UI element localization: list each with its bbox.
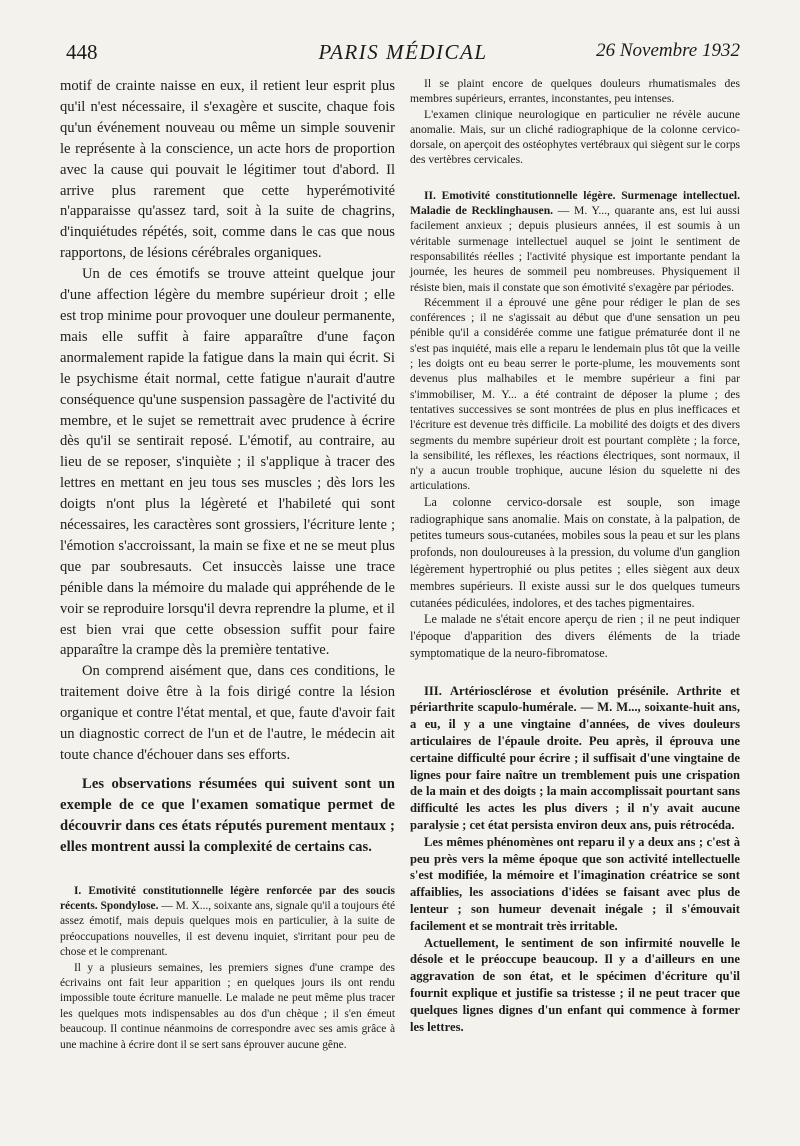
observation-1: [60, 884, 395, 961]
section-text: — M. X..., soixante ans, signale qu'il a toujours été assez émotif, mais depuis quelques mois en particulier, à la suite de préoccupations nouvelles, il est devenu inquiet, s'irritant pour peu de chose et le comprenant.: [60, 899, 396, 959]
issue-date: 26 Novembre 1932: [596, 40, 740, 61]
section-text: — M. M..., soixante-huit ans, a eu, il y a une vingtaine d'années, de vives douleurs articulaires de l'épaule droite. Peu après, il éprouva une certaine difficulté pour écrire ; il suffisait d'une vingtaine de lignes pour faire naître un tremblement puis une crispation de la main et des doigts ; la main accomplissait pourtant sans difficulté les actes les plus divers ; il n'y avait aucune paralysie ; cet état persista environ deux ans, puis rétrocéda.: [410, 700, 740, 833]
paragraph: Actuellement, le sentiment de son infirmité nouvelle le désole et le préoccupe beaucoup. Il y a d'ailleurs en une aggravation de son état, et le spécimen d'écriture qu'il fournit explique et justifie sa tristesse ; il ne peut tracer que quelques lignes dignes d'un enfant qui commence à former les lettres.: [410, 935, 740, 1034]
observation-2: [410, 188, 740, 295]
section-heading: III. Artériosclérose et évolution présénile. Arthrite et périarthrite scapulo-humérale.: [410, 683, 740, 715]
left-column: [60, 76, 395, 1053]
paragraph: motif de crainte naisse en eux, il retient leur esprit plus qu'il n'est nécessaire, il s'exagère et suscite, chaque fois qu'un événement nouveau ou même un simple souvenir le représente à la conscience, un acte hors de proportion avec la cause qui pouvait le légitimer tout d'abord. Il arrive plus rarement que cette hyperémotivité n'apparaisse qu'assez tard, soit à la suite de chagrins, d'inquiétudes répétés, soit, comme dans le cas que nous rapportons, de lésions cérébrales organiques.: [60, 78, 395, 262]
section-text: — M. Y..., quarante ans, est lui aussi facilement anxieux ; depuis plusieurs années, il est soumis à un véritable surmenage intellectuel auquel se joint le sentiment de responsabilités réelles ; l'activité physique est importante pendant la journée, les heures de sommeil peu nombreuses. Physiquement il résiste bien, mais il constate que son émotivité s'exagère par périodes.: [410, 204, 740, 294]
paragraph: On comprend aisément que, dans ces conditions, le traitement doive être à la fois dirigé contre la lésion organique et contre l'état mental, et que, faute d'avoir fait un diagnostic correct de l'un et de l'autre, le médecin ait toute chance d'échouer dans ses efforts.: [60, 663, 395, 763]
paragraph: Récemment il a éprouvé une gêne pour rédiger le plan de ses conférences ; il ne s'agissait au début que d'une sensation un peu pénible qu'il a considérée comme une fatigue prématurée dont il ne s'est pas inquiété, mais elle a reparu le lendemain plus tôt que la veille ; les doigts ont eu beau serrer le porte-plume, les mouvements sont devenus plus malhabiles et le membre supérieur a fini par s'immobiliser, M. Y... a été contraint de déposer la plume ; des tentatives successives se sont montrées de plus en plus inefficaces et l'écriture est devenue très difficile. La mobilité des doigts et des divers segments du membre supérieur droit est pourtant complète ; la force, la sensibilité, les réflexes, les réactions électriques, sont normaux, il n'y a aucun trouble trophique, aucune lésion du squelette ni des articulations.: [410, 295, 740, 493]
paragraph: Le malade ne s'était encore aperçu de rien ; il ne peut indiquer l'époque d'apparition des divers éléments de la triade symptomatique de la neuro-fibromatose.: [410, 612, 740, 660]
observation-3: [410, 683, 740, 834]
paragraph: Les observations résumées qui suivent sont un exemple de ce que l'examen somatique permet de découvrir dans ces états réputés purement mentaux ; elles montrent aussi la complexité de certains cas.: [60, 775, 395, 855]
paragraph: Il se plaint encore de quelques douleurs rhumatismales des membres supérieurs, errantes, inconstantes, peu intenses.: [410, 77, 740, 106]
paragraph: L'examen clinique neurologique en particulier ne révèle aucune anomalie. Mais, sur un cliché radiographique de la colonne cervico-dorsale, on aperçoit des ostéophytes vertébraux qui siègent sur le corps des vertèbres cervicales.: [410, 107, 740, 167]
section-heading: II. Emotivité constitutionnelle légère. Surmenage intellectuel. Maladie de Recklinghausen.: [410, 188, 740, 218]
paragraph: Il y a plusieurs semaines, les premiers signes d'une crampe des écrivains ont fait leur apparition ; en quelques jours ils ont rendu impossible toute écriture manuelle. Le malade ne peut même plus tracer les quelques mots indispensables au dos d'un chèque ; il s'en émeut beaucoup. Il continue néanmoins de correspondre avec ses amis grâce à une machine à écrire dont il se sert sans éprouver aucune gêne.: [60, 961, 395, 1051]
right-column: [410, 76, 740, 1035]
page-header: [66, 40, 740, 68]
paragraph: Un de ces émotifs se trouve atteint quelque jour d'une affection légère du membre supérieur droit ; elle est trop minime pour provoquer une douleur permanente, mais elle suffit à faire apparaître d'une façon anormalement rapide la fatigue dans la main qui écrit. Si le psychisme était normal, cette fatigue n'aurait d'autre conséquence qu'une suspension passagère de l'activité du membre, et le sujet se remettrait avec prudence à écrire dès qu'il se sentirait reposé. L'émotif, au contraire, au lieu de se reposer, s'inquiète ; il s'applique à tracer des lettres en mettant en jeu tous ses muscles ; dès lors les doigts n'ont plus la légèreté et l'habileté qui sont nécessaires, les caractères sont grossiers, l'écriture lente ; l'émotion s'accroissant, la main se fixe et ne se meut plus que par soubresauts. Cet insuccès laisse une trace pénible dans la mémoire du malade qui appréhende de le voir se reproduire lorsqu'il devra reprendre la plume, et il est bien vrai que cette obsession suffit pour faire apparaître la crampe dès la première tentative.: [60, 266, 395, 659]
section-heading: I. Emotivité constitutionnelle légère renforcée par des soucis récents. Spondylose.: [60, 884, 395, 912]
paragraph: Les mêmes phénomènes ont reparu il y a deux ans ; c'est à peu près vers la même époque que son activité intellectuelle s'est modifiée, la mémoire et l'imagination créatrice se sont affaiblies, les associations d'idées se faisant avec plus de lenteur ; son humeur devenait inégale ; il s'émouvait facilement et se montrait très irritable.: [410, 834, 740, 933]
paragraph: La colonne cervico-dorsale est souple, son image radiographique sans anomalie. Mais on constate, à la palpation, de petites tumeurs sous-cutanées, mobiles sous la peau et sur les plans profonds, non douloureuses à la pression, du volume d'un ganglion légèrement hypertrophié ou plus petites ; elles siègent aux deux membres supérieurs. Il existe aussi sur le dos quelques tumeurs cutanées pédiculées, indolores, et des taches pigmentaires.: [410, 494, 740, 610]
page-number: 448: [66, 40, 98, 64]
journal-title: PARIS MÉDICAL: [318, 40, 488, 64]
